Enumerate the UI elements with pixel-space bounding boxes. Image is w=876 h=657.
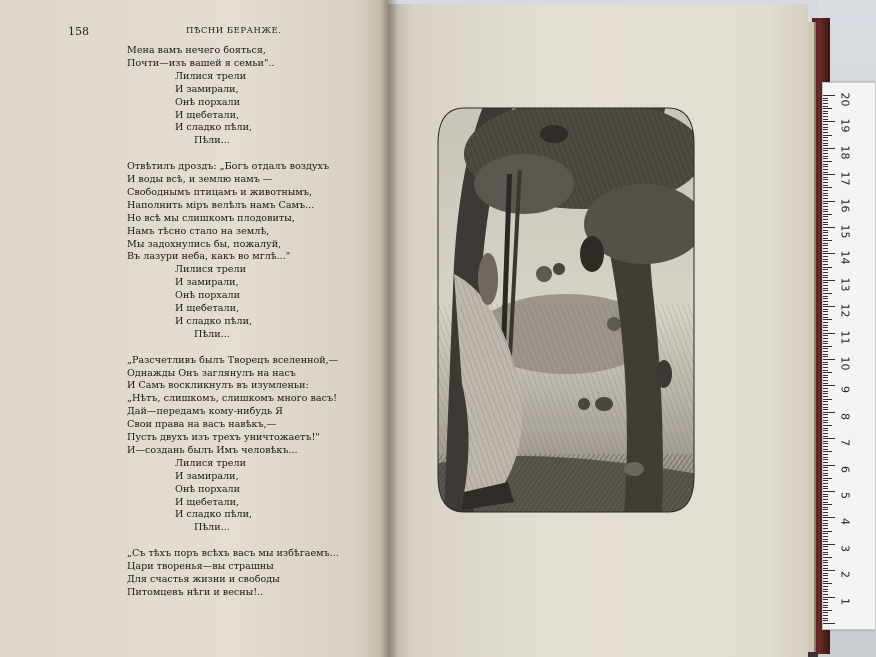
ruler-tick bbox=[823, 153, 828, 154]
ruler-tick bbox=[823, 182, 828, 183]
ruler-tick bbox=[823, 362, 828, 363]
ruler-tick bbox=[823, 161, 832, 162]
verse-line: Свои права на васъ навѣкъ,— bbox=[127, 419, 277, 431]
verse-line: „Разсчетливъ былъ Творецъ вселенной,— bbox=[127, 354, 339, 366]
verse-line: И Самъ воскликнулъ въ изумленьи: bbox=[127, 380, 309, 392]
ruler-tick bbox=[823, 602, 828, 603]
ruler-tick bbox=[823, 536, 828, 537]
ruler-tick bbox=[823, 509, 828, 510]
ruler-tick bbox=[823, 480, 828, 481]
ruler-tick bbox=[823, 311, 828, 312]
ruler-tick bbox=[823, 375, 828, 376]
ruler-tick bbox=[823, 401, 828, 402]
ruler-tick bbox=[823, 404, 828, 405]
ruler-tick bbox=[823, 327, 828, 328]
verse-line: И замирали, bbox=[175, 83, 239, 95]
ruler-tick bbox=[823, 185, 828, 186]
verse-text bbox=[0, 0, 388, 657]
ruler-tick bbox=[823, 219, 828, 220]
ruler-tick bbox=[823, 322, 828, 323]
ruler-tick bbox=[823, 338, 828, 339]
ruler-tick bbox=[823, 520, 828, 521]
verse-line: Пѣли... bbox=[194, 522, 230, 534]
verse-line: Мена вамъ нечего бояться, bbox=[127, 45, 266, 56]
ruler-tick bbox=[823, 190, 828, 191]
verse-line: Для счастья жизни и свободы bbox=[127, 573, 280, 585]
ruler-label: 10 bbox=[838, 356, 852, 371]
ruler-tick bbox=[823, 98, 828, 99]
verse-line: И воды всѣ, и землю намъ — bbox=[127, 174, 273, 185]
ruler-tick bbox=[823, 95, 835, 96]
ruler-tick bbox=[823, 515, 828, 516]
ruler-tick bbox=[823, 261, 828, 262]
ruler-tick bbox=[823, 465, 835, 466]
ruler-label: 1 bbox=[838, 597, 852, 605]
verse-line: Дай—передамъ кому-нибудь Я bbox=[127, 406, 283, 418]
ruler-tick bbox=[823, 370, 828, 371]
ruler-tick bbox=[823, 277, 828, 278]
ruler-tick bbox=[823, 319, 832, 320]
ruler-tick bbox=[823, 462, 828, 463]
ruler-tick bbox=[823, 227, 835, 228]
ruler-tick bbox=[823, 166, 828, 167]
ruler-tick bbox=[823, 451, 832, 452]
ruler-tick bbox=[823, 346, 832, 347]
ruler-tick bbox=[823, 177, 828, 178]
ruler-tick bbox=[823, 301, 828, 302]
ruler-tick bbox=[823, 430, 828, 431]
ruler-tick bbox=[823, 127, 828, 128]
ruler-tick bbox=[823, 488, 828, 489]
ruler-label: 15 bbox=[838, 224, 852, 239]
ruler-label: 7 bbox=[838, 439, 852, 447]
ruler-label: 20 bbox=[838, 92, 852, 107]
ruler-tick bbox=[823, 597, 835, 598]
ruler-tick bbox=[823, 259, 828, 260]
verse-line: Пѣли... bbox=[194, 328, 230, 340]
ruler-tick bbox=[823, 325, 828, 326]
ruler-tick bbox=[823, 129, 828, 130]
ruler-tick bbox=[823, 111, 828, 112]
ruler-tick bbox=[823, 309, 828, 310]
ruler-tick bbox=[823, 414, 828, 415]
ruler-label: 8 bbox=[838, 412, 852, 420]
running-title: ПѢСНИ БЕРАНЖЕ. bbox=[186, 26, 282, 36]
ruler-tick bbox=[823, 296, 828, 297]
verse-line: Пѣли... bbox=[194, 135, 230, 147]
ruler-tick bbox=[823, 251, 828, 252]
ruler-tick bbox=[823, 306, 835, 307]
ruler-tick bbox=[823, 172, 828, 173]
ruler-tick bbox=[823, 478, 832, 479]
ruler-label: 6 bbox=[838, 465, 852, 473]
ruler-tick bbox=[823, 317, 828, 318]
ruler-tick bbox=[823, 238, 828, 239]
ruler-tick bbox=[823, 483, 828, 484]
ruler-tick bbox=[823, 607, 828, 608]
ruler-tick bbox=[823, 158, 828, 159]
verse-line: Но всѣ мы слишкомъ плодовиты, bbox=[127, 212, 295, 224]
ruler-label: 19 bbox=[838, 118, 852, 133]
ruler-tick bbox=[823, 359, 835, 360]
ruler-tick bbox=[823, 499, 828, 500]
verse-line: И сладко пѣли, bbox=[175, 509, 253, 521]
ruler-tick bbox=[823, 491, 835, 492]
verse-line: Питомцевъ нѣги и весны!.. bbox=[127, 586, 264, 598]
ruler-tick bbox=[823, 385, 835, 386]
ruler-tick bbox=[823, 248, 828, 249]
ruler-tick bbox=[823, 420, 828, 421]
ruler-tick bbox=[823, 623, 835, 624]
verse-line: И замирали, bbox=[175, 470, 239, 482]
ruler-tick bbox=[823, 620, 828, 621]
verse-line: Онѣ порхали bbox=[175, 290, 241, 302]
ruler-tick bbox=[823, 275, 828, 276]
ruler-tick bbox=[823, 557, 832, 558]
verse-line: Цари творенья—вы страшны bbox=[127, 561, 274, 572]
ruler-tick bbox=[823, 195, 828, 196]
engraving-image bbox=[434, 104, 698, 516]
ruler-tick bbox=[823, 507, 828, 508]
ruler-tick bbox=[823, 198, 828, 199]
ruler-tick bbox=[823, 298, 828, 299]
ruler-tick bbox=[823, 496, 828, 497]
ruler-tick bbox=[823, 253, 835, 254]
verse-line: Отвѣтилъ дроздъ: „Богъ отдалъ воздухъ bbox=[127, 161, 330, 173]
ruler-tick bbox=[823, 240, 832, 241]
ruler-tick bbox=[823, 591, 828, 592]
ruler-label: 18 bbox=[838, 145, 852, 160]
verse-line: И—создань былъ Имъ человѣкъ... bbox=[127, 444, 298, 456]
ruler-tick bbox=[823, 145, 828, 146]
ruler-tick bbox=[823, 106, 828, 107]
ruler-tick bbox=[823, 132, 828, 133]
ruler-tick bbox=[823, 438, 835, 439]
ruler-tick bbox=[823, 380, 828, 381]
ruler-tick bbox=[823, 393, 828, 394]
verse-line: Лилися трели bbox=[175, 457, 246, 469]
ruler-tick bbox=[823, 615, 828, 616]
ruler-tick bbox=[823, 164, 828, 165]
ruler-tick bbox=[823, 330, 828, 331]
ruler-tick bbox=[823, 100, 828, 101]
ruler-tick bbox=[823, 121, 835, 122]
ruler-tick bbox=[823, 354, 828, 355]
ruler-tick bbox=[823, 446, 828, 447]
ruler-tick bbox=[823, 116, 828, 117]
ruler-tick bbox=[823, 169, 828, 170]
ruler-tick bbox=[823, 573, 828, 574]
ruler-label: 2 bbox=[838, 571, 852, 579]
page-number: 158 bbox=[68, 25, 89, 38]
ruler-tick bbox=[823, 216, 828, 217]
ruler-tick bbox=[823, 269, 828, 270]
ruler-tick bbox=[823, 201, 835, 202]
verse-line: И сладко пѣли, bbox=[175, 315, 253, 327]
ruler-tick bbox=[823, 517, 835, 518]
ruler-label: 3 bbox=[838, 544, 852, 552]
left-page bbox=[0, 0, 388, 657]
ruler-tick bbox=[823, 533, 828, 534]
ruler-tick bbox=[823, 612, 828, 613]
ruler-tick bbox=[823, 285, 828, 286]
ruler-tick bbox=[823, 214, 832, 215]
ruler-tick bbox=[823, 290, 828, 291]
ruler-tick bbox=[823, 103, 828, 104]
ruler-tick bbox=[823, 348, 828, 349]
ruler-label: 17 bbox=[838, 171, 852, 186]
ruler-tick bbox=[823, 589, 828, 590]
ruler-tick bbox=[823, 467, 828, 468]
ruler-tick bbox=[823, 135, 832, 136]
ruler-tick bbox=[823, 409, 828, 410]
ruler-tick bbox=[823, 179, 828, 180]
ruler-tick bbox=[823, 457, 828, 458]
verse-line: Лилися трели bbox=[175, 70, 246, 82]
ruler-tick bbox=[823, 425, 832, 426]
ruler-tick bbox=[823, 568, 828, 569]
ruler-tick bbox=[823, 356, 828, 357]
ruler-tick bbox=[823, 399, 832, 400]
ruler-tick bbox=[823, 280, 835, 281]
ruler-tick bbox=[823, 256, 828, 257]
ruler-tick bbox=[823, 264, 828, 265]
ruler-tick bbox=[823, 618, 828, 619]
ruler-tick bbox=[823, 396, 828, 397]
ruler-tick bbox=[823, 137, 828, 138]
ruler-tick bbox=[823, 586, 828, 587]
ruler-tick bbox=[823, 441, 828, 442]
ruler-tick bbox=[823, 143, 828, 144]
ruler-tick bbox=[823, 119, 828, 120]
ruler-tick bbox=[823, 243, 828, 244]
verse-line: Лилися трели bbox=[175, 264, 246, 276]
ruler-tick bbox=[823, 341, 828, 342]
ruler-tick bbox=[823, 335, 828, 336]
ruler-tick bbox=[823, 610, 832, 611]
ruler-tick bbox=[823, 267, 832, 268]
ruler-tick bbox=[823, 412, 835, 413]
ruler-tick bbox=[823, 282, 828, 283]
ruler-tick bbox=[823, 525, 828, 526]
ruler-tick bbox=[823, 203, 828, 204]
ruler-tick bbox=[823, 449, 828, 450]
illustration bbox=[434, 104, 698, 516]
verse-line: Намъ тѣсно стало на землѣ, bbox=[127, 225, 270, 237]
verse-line: Однажды Онъ заглянулъ на насъ bbox=[127, 367, 296, 379]
ruler-tick bbox=[823, 512, 828, 513]
ruler-tick bbox=[823, 599, 828, 600]
ruler-tick bbox=[823, 377, 828, 378]
ruler-tick bbox=[823, 554, 828, 555]
verse-line: Мы задохнулись бы, пожалуй, bbox=[127, 238, 282, 250]
ruler-tick bbox=[823, 235, 828, 236]
ruler-tick bbox=[823, 314, 828, 315]
ruler-tick bbox=[823, 575, 828, 576]
ruler-tick bbox=[823, 193, 828, 194]
ruler-tick bbox=[823, 473, 828, 474]
ruler-tick bbox=[823, 552, 828, 553]
ruler-tick bbox=[823, 541, 828, 542]
ruler-tick bbox=[823, 531, 832, 532]
ruler-tick bbox=[823, 304, 828, 305]
ruler-tick bbox=[823, 293, 832, 294]
verse-line: Онѣ порхали bbox=[175, 483, 241, 495]
ruler-tick bbox=[823, 594, 828, 595]
ruler-tick bbox=[823, 333, 835, 334]
ruler-tick bbox=[823, 428, 828, 429]
verse-line: И замирали, bbox=[175, 277, 239, 289]
ruler-tick bbox=[823, 230, 828, 231]
ruler-tick bbox=[823, 549, 828, 550]
ruler-tick bbox=[823, 222, 828, 223]
ruler-label: 5 bbox=[838, 492, 852, 499]
ruler-tick bbox=[823, 206, 828, 207]
ruler-tick bbox=[823, 436, 828, 437]
ruler-tick bbox=[823, 232, 828, 233]
measuring-ruler bbox=[822, 82, 876, 630]
ruler-tick bbox=[823, 570, 835, 571]
ruler-tick bbox=[823, 209, 828, 210]
verse-line: И щебетали, bbox=[175, 109, 240, 121]
verse-line: „Нѣтъ, слишкомъ, слишкомъ много васъ! bbox=[127, 393, 337, 405]
ruler-label: 16 bbox=[838, 198, 852, 213]
ruler-label: 12 bbox=[838, 303, 852, 318]
ruler-tick bbox=[823, 443, 828, 444]
ruler-tick bbox=[823, 187, 832, 188]
ruler-tick bbox=[823, 367, 828, 368]
ruler-tick bbox=[823, 504, 832, 505]
ruler-tick bbox=[823, 433, 828, 434]
ruler-tick bbox=[823, 148, 835, 149]
ruler-tick bbox=[823, 391, 828, 392]
ruler-tick bbox=[823, 486, 828, 487]
ruler-tick bbox=[823, 124, 828, 125]
ruler-tick bbox=[823, 565, 828, 566]
verse-line: Въ лазури неба, какъ во мглѣ..." bbox=[127, 251, 291, 263]
ruler-tick bbox=[823, 523, 828, 524]
ruler-label: 14 bbox=[838, 250, 852, 265]
ruler-tick bbox=[823, 583, 832, 584]
verse-line: И сладко пѣли, bbox=[175, 122, 253, 134]
ruler-tick bbox=[823, 150, 828, 151]
ruler-tick bbox=[823, 407, 828, 408]
ruler-label: 11 bbox=[838, 330, 852, 345]
ruler-tick bbox=[823, 578, 828, 579]
verse-line: И щебетали, bbox=[175, 496, 240, 508]
ruler-tick bbox=[823, 174, 835, 175]
ruler-tick bbox=[823, 211, 828, 212]
ruler-tick bbox=[823, 351, 828, 352]
ruler-tick bbox=[823, 459, 828, 460]
ruler-tick bbox=[823, 454, 828, 455]
ruler-tick bbox=[823, 224, 828, 225]
verse-line: Онѣ порхали bbox=[175, 96, 241, 108]
ruler-tick bbox=[823, 140, 828, 141]
ruler-tick bbox=[823, 494, 828, 495]
ruler-tick bbox=[823, 372, 832, 373]
verse-line: Почти—изъ вашей я семьи".. bbox=[127, 57, 275, 69]
ruler-tick bbox=[823, 108, 832, 109]
ruler-tick bbox=[823, 560, 828, 561]
ruler-tick bbox=[823, 581, 828, 582]
verse-line: Наполнить міръ велѣлъ намъ Самъ... bbox=[127, 199, 315, 211]
ruler-tick bbox=[823, 388, 828, 389]
ruler-tick bbox=[823, 605, 828, 606]
ruler-tick bbox=[823, 364, 828, 365]
book-gutter bbox=[380, 0, 398, 657]
ruler-tick bbox=[823, 422, 828, 423]
ruler-label: 4 bbox=[838, 518, 852, 526]
ruler-tick bbox=[823, 245, 828, 246]
ruler-tick bbox=[823, 470, 828, 471]
ruler-label: 13 bbox=[838, 277, 852, 292]
ruler-tick bbox=[823, 417, 828, 418]
verse-line: „Съ тѣхъ поръ всѣхъ васъ мы избѣгаемъ... bbox=[127, 548, 339, 560]
ruler-tick bbox=[823, 475, 828, 476]
ruler-tick bbox=[823, 502, 828, 503]
ruler-tick bbox=[823, 539, 828, 540]
verse-line: И щебетали, bbox=[175, 303, 240, 314]
ruler-tick bbox=[823, 562, 828, 563]
ruler-tick bbox=[823, 343, 828, 344]
ruler-tick bbox=[823, 544, 835, 545]
verse-line: Пусть двухъ изъ трехъ уничтожаетъ!" bbox=[127, 432, 320, 443]
verse-line: Свободнымъ птицамъ и животнымъ, bbox=[127, 186, 313, 198]
ruler-tick bbox=[823, 528, 828, 529]
ruler-tick bbox=[823, 383, 828, 384]
ruler-tick bbox=[823, 546, 828, 547]
ruler-tick bbox=[823, 156, 828, 157]
ruler-label: 9 bbox=[838, 386, 852, 394]
ruler-tick bbox=[823, 113, 828, 114]
ruler-tick bbox=[823, 288, 828, 289]
ruler-tick bbox=[823, 272, 828, 273]
